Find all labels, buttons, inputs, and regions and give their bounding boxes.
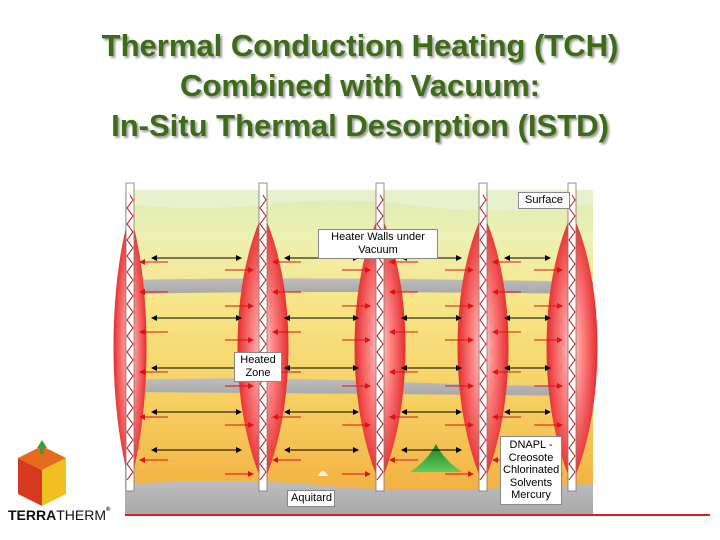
logo-brand-light: THERM — [56, 507, 107, 523]
logo-registered-mark: ® — [106, 507, 111, 513]
dnapl-label: DNAPL - Creosote Chlorinated Solvents Mercury — [500, 436, 562, 505]
logo-brand-bold: TERRA — [8, 507, 57, 523]
aquitard-label: Aquitard — [287, 490, 335, 507]
terratherm-logo-icon — [18, 440, 66, 506]
surface-label: Surface — [518, 192, 570, 209]
terratherm-logo-text — [8, 507, 110, 523]
title-line-3: In-Situ Thermal Desorption (ISTD) — [111, 108, 609, 143]
heated-zone-label: Heated Zone — [234, 352, 282, 382]
title-line-1: Thermal Conduction Heating (TCH) — [101, 28, 619, 63]
heater-walls-label: Heater Walls under Vacuum — [318, 229, 438, 259]
title-line-2: Combined with Vacuum: — [180, 68, 540, 103]
